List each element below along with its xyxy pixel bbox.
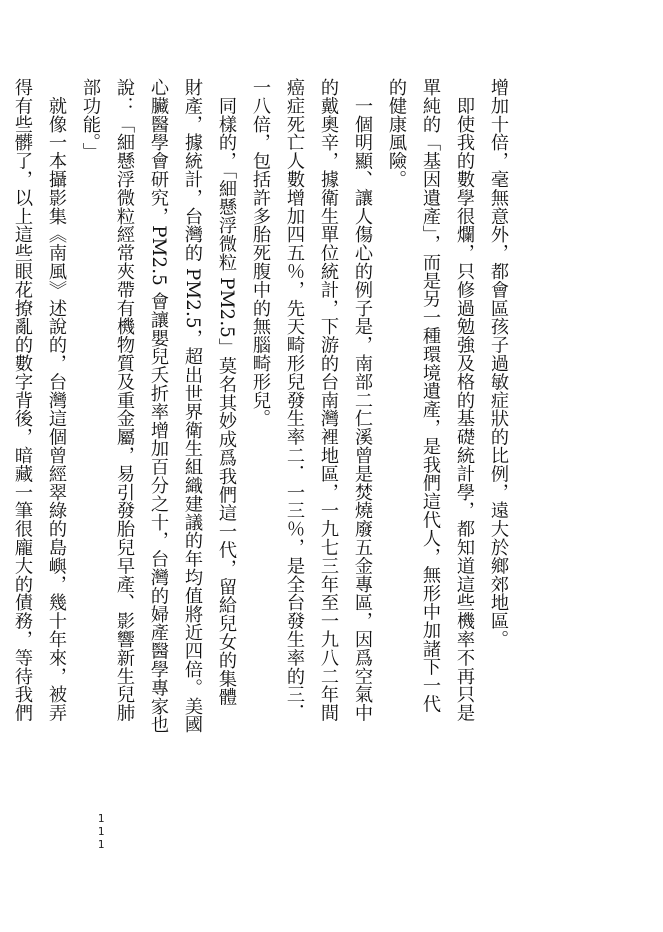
text-line: 即使我的數學很爛，只修過勉強及格的基礎統計學，都知道這些機率不再只是 — [454, 78, 475, 722]
text-line: 說：「細懸浮微粒經常夾帶有機物質及重金屬，易引發胎兒早產、影響新生兒肺 — [114, 78, 135, 722]
vertical-body-text — [12, 78, 515, 780]
text-line: 癌症死亡人數增加四五％，先天畸形兒發生率二．一三％，是全台發生率的三． — [284, 78, 305, 722]
page-number-digit: 1 — [97, 825, 105, 838]
page-number — [96, 812, 106, 851]
page-number-digit: 1 — [97, 812, 105, 825]
text-line: 單純的「基因遺產」，而是另一種環境遺產，是我們這代人，無形中加諸下一代 — [420, 78, 441, 713]
text-line: 財產，據統計，台灣的 PM2.5，超出世界衛生組織建議的年均值將近四倍。美國 — [182, 78, 203, 734]
text-line: 得有些髒了，以上這些眼花撩亂的數字背後，暗藏一筆很龐大的債務，等待我們 — [12, 78, 33, 722]
text-line: 一個明顯、讓人傷心的例子是，南部二仁溪曾是焚燒廢五金專區，因爲空氣中 — [352, 78, 373, 722]
text-line: 的戴奧辛，據衛生單位統計，下游的台南灣裡地區，一九七三年至一九八二年間 — [318, 78, 339, 722]
page-number-digit: 1 — [97, 838, 105, 851]
text-line: 的健康風險。 — [386, 78, 407, 189]
text-line: 心臟醫學會研究，PM2.5 會讓嬰兒夭折率增加百分之十，台灣的婦產醫學專家也 — [148, 78, 169, 734]
text-line: 就像一本攝影集《南風》述說的，台灣這個曾經翠綠的島嶼，幾十年來，被弄 — [46, 78, 67, 722]
text-line: 一八倍，包括許多胎死腹中的無腦畸形兒。 — [250, 78, 271, 428]
text-line: 增加十倍，毫無意外，都會區孩子過敏症狀的比例，遠大於鄉郊地區。 — [488, 78, 509, 649]
text-line: 部功能。」 — [80, 78, 101, 161]
text-line: 同樣的，「細懸浮微粒 PM2.5」莫名其妙成爲我們這一代，留給兒女的集體 — [216, 78, 237, 707]
